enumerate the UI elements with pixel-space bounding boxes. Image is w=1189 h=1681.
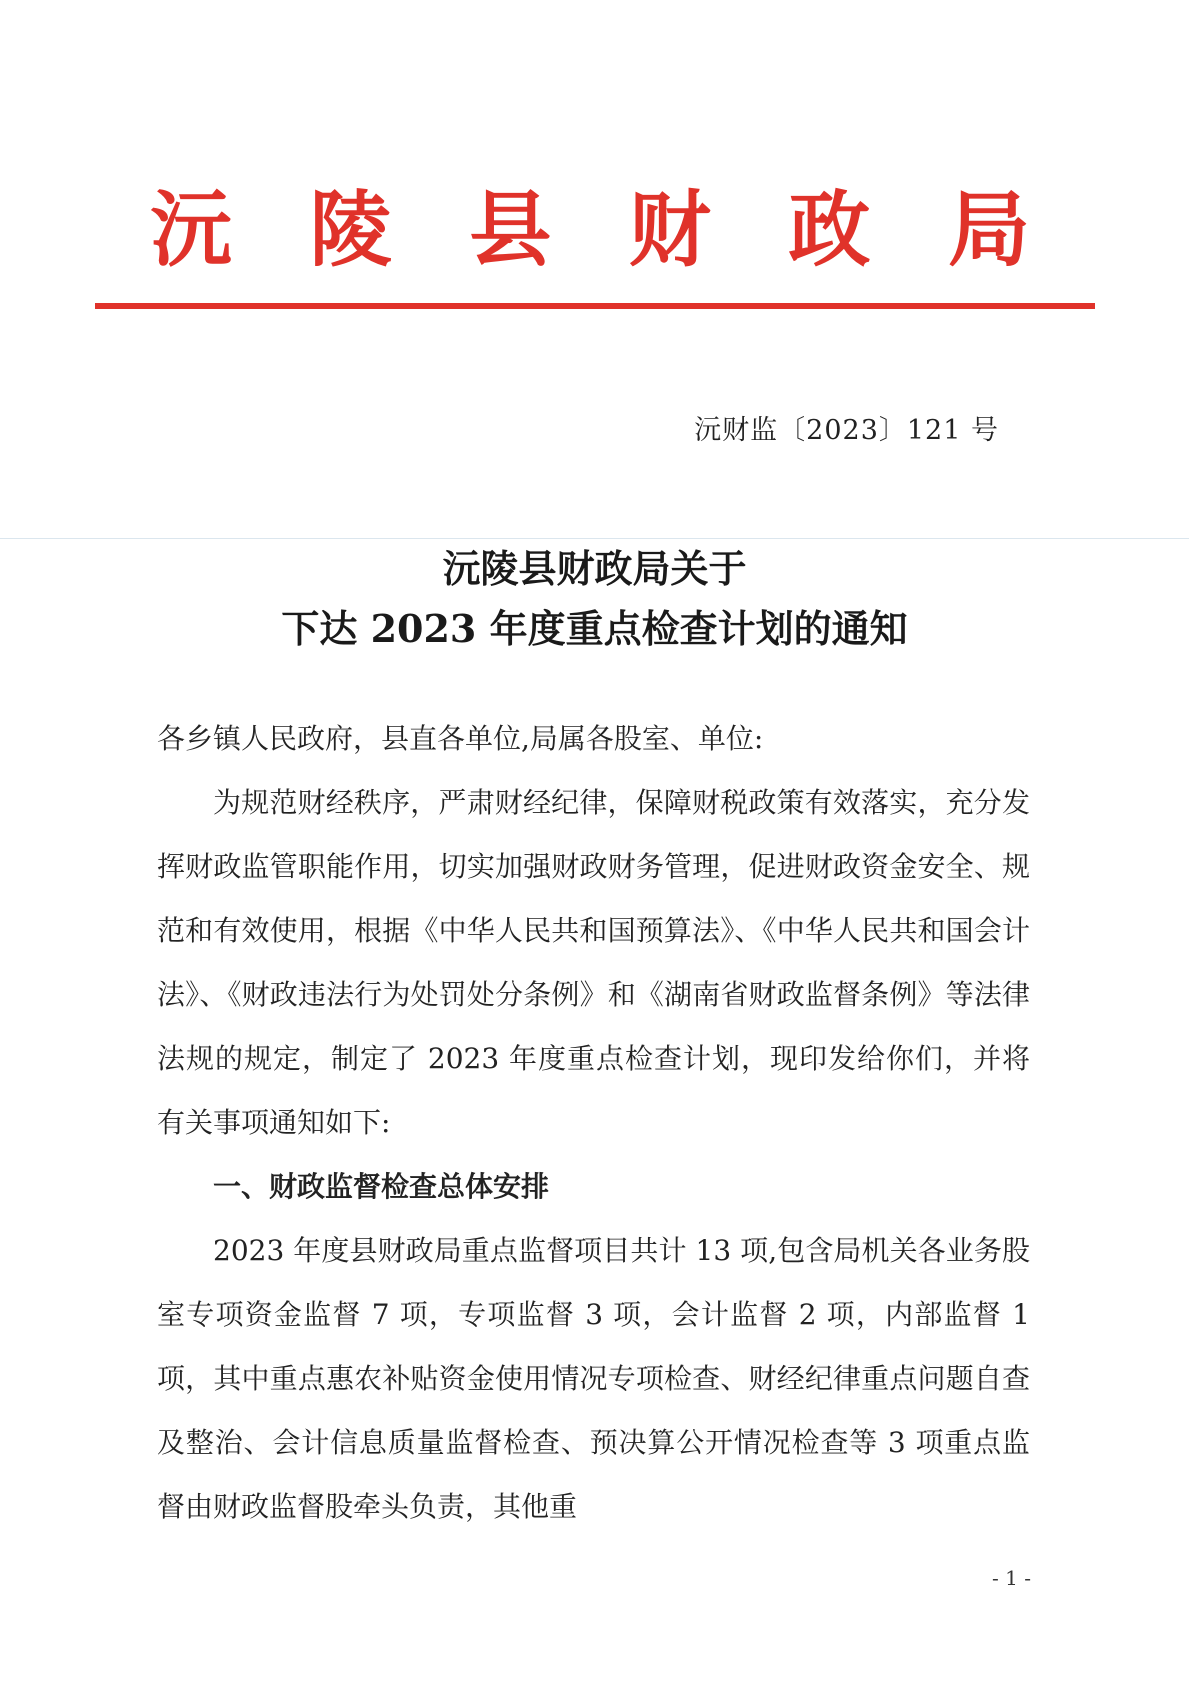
org-name-char: 沅 — [150, 182, 233, 278]
document-number: 沅财监〔2023〕121 号 — [694, 415, 999, 446]
section-heading-1: 一、财政监督检查总体安排 — [213, 1170, 550, 1203]
salutation: 各乡镇人民政府，县直各单位,局属各股室、单位: — [157, 722, 764, 755]
document-title-line2: 下达 2023 年度重点检查计划的通知 — [281, 606, 908, 651]
document-title-line1: 沅陵县财政局关于 — [442, 546, 747, 591]
org-name-char: 局 — [947, 182, 1030, 278]
org-name-char: 陵 — [309, 182, 392, 278]
header-divider — [95, 303, 1095, 309]
body-paragraph-intro: 为规范财经秩序，严肃财经纪律，保障财税政策有效落实，充分发挥财政监管职能作用，切实加强财政财务管理，促进财政资金安全、规范和有效使用，根据《中华人民共和国预算法》、《中华人民共和国会计法》、《财政违法行为处罚处分条例》和《湖南省财政监督条例》等法律法规的规定，制定了 2023 年度重点检查计划，现印发给你们，并将有关事项通知如下: — [157, 786, 1030, 1139]
org-name-char: 县 — [469, 182, 552, 278]
page-number: - 1 - — [992, 1566, 1031, 1590]
organization-header — [150, 180, 1030, 280]
body-paragraph-section1: 2023 年度县财政局重点监督项目共计 13 项,包含局机关各业务股室专项资金监督 7 项，专项监督 3 项，会计监督 2 项，内部监督 1 项，其中重点惠农补贴资金使用情况专项检查、财经纪律重点问题自查及整治、会计信息质量监督检查、预决算公开情况检查等 3 项重点监督由财政监督股牵头负责，其他重 — [157, 1234, 1030, 1523]
org-name-char: 政 — [788, 182, 871, 278]
org-name-char: 财 — [628, 182, 711, 278]
